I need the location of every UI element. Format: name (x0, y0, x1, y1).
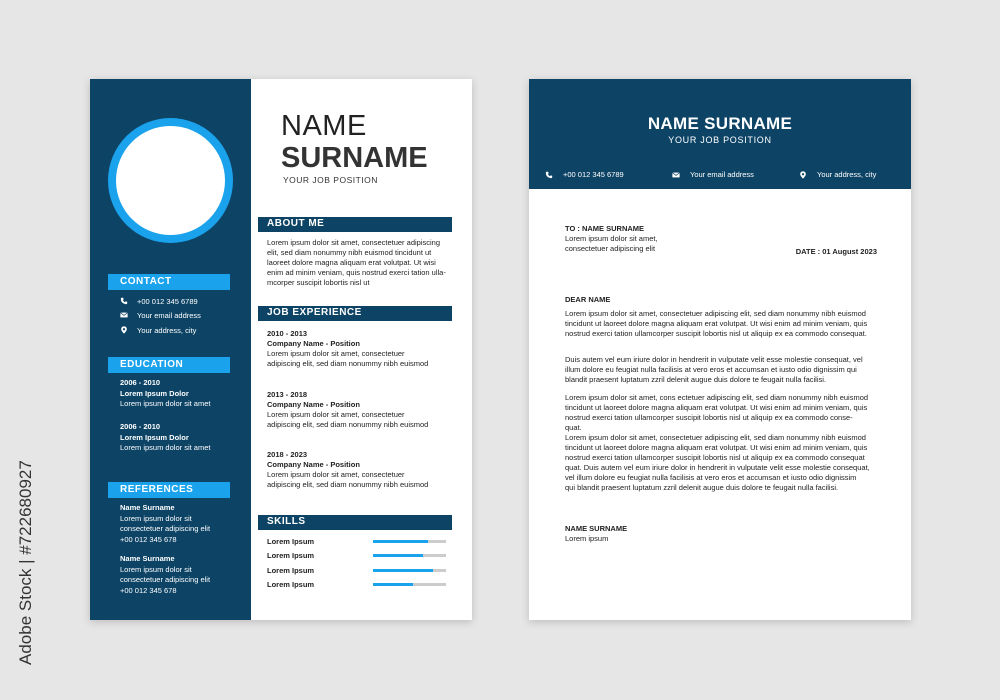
skill-bar-track (373, 583, 446, 586)
skill-item: Lorem Ipsum (267, 551, 447, 561)
skill-item: Lorem Ipsum (267, 537, 447, 547)
cover-letter-page (529, 79, 911, 620)
letter-date: DATE : 01 August 2023 (795, 247, 877, 256)
resume-job-position: YOUR JOB POSITION (283, 175, 378, 185)
location-icon (120, 326, 128, 334)
email-icon (672, 171, 680, 179)
experience-item: 2010 - 2013 Company Name - Position Lorem ipsum dolor sit amet, consectetuer adipiscing elit, sed diam nonummy nibh euismod (267, 329, 429, 368)
skill-bar-track (373, 554, 446, 557)
email-icon (120, 311, 128, 319)
location-icon (799, 171, 807, 179)
contact-phone: +00 012 345 6789 (120, 295, 198, 307)
skills-heading: SKILLS (258, 515, 452, 530)
education-item: 2006 - 2010 Lorem Ipsum Dolor Lorem ipsum dolor sit amet (120, 378, 211, 408)
skill-bar-fill (373, 540, 428, 543)
letter-header-position: YOUR JOB POSITION (668, 135, 772, 145)
experience-item: 2013 - 2018 Company Name - Position Lorem ipsum dolor sit amet, consectetuer adipiscing elit, sed diam nonummy nibh euismod (267, 390, 429, 429)
skill-bar-track (373, 569, 446, 572)
resume-surname: SURNAME (281, 142, 428, 174)
contact-address: Your address, city (120, 324, 196, 336)
letter-recipient: TO : NAME SURNAME Lorem ipsum dolor sit amet, consectetuer adipiscing elit (565, 224, 658, 253)
letter-address: Your address, city (799, 170, 876, 179)
letter-paragraph: Lorem ipsum dolor sit amet, cons ectetuer adipiscing elit, sed diam nonummy nibh euismod tincidunt ut laoreet dolore magna aliquam erat volutpat. Ut wisi enim ad minim veniam, quis nostrud exerci tation ullamcorper suscipit lobortis nisl ut aliquip ex ea commodo conse- quat. Lorem ipsum dolor sit amet, consectetuer adipiscing elit, sed diam nonummy nibh euismod tincidunt ut laoreet dolore magna aliquam erat volutpat. Ut wisi enim ad minim veniam, quis nostrud exerci tation ullamcorper suscipit lobortis nisl ut aliquip ex ea commodo consequat quat. Duis autem vel eum iriure dolor in hendrerit in vulputate velit esse molestie consequat, vel illum dolore eu feugiat nulla facilisis at vero eros et accumsan et iusto odio dignissim qui blandit praesent luptatum zzril delenit augue duis dolore te feugait nulla facilisi. (565, 393, 870, 492)
letter-salutation: DEAR NAME (565, 295, 611, 304)
phone-icon (545, 171, 553, 179)
letter-paragraph: Lorem ipsum dolor sit amet, consectetuer adipiscing elit, sed diam nonummy nibh euismod tincidunt ut laoreet dolore magna aliquam erat volutpat. Ut wisi enim ad minim veniam, quis nostrud exerci tation ullamcorper suscipit lobortis nisl ut aliquip ex ea commodo consequat. (565, 309, 868, 338)
letter-phone: +00 012 345 6789 (545, 170, 624, 179)
contact-heading: CONTACT (108, 274, 230, 290)
references-heading: REFERENCES (108, 482, 230, 498)
experience-heading: JOB EXPERIENCE (258, 306, 452, 321)
contact-email: Your email address (120, 309, 201, 321)
education-heading: EDUCATION (108, 357, 230, 373)
about-heading: ABOUT ME (258, 217, 452, 232)
resume-first-name: NAME (281, 110, 367, 142)
phone-icon (120, 297, 128, 305)
profile-photo-frame (108, 118, 233, 243)
skill-bar-fill (373, 569, 433, 572)
resume-sidebar (90, 79, 251, 620)
skill-bar-fill (373, 583, 413, 586)
resume-page (90, 79, 472, 620)
education-item: 2006 - 2010 Lorem Ipsum Dolor Lorem ipsum dolor sit amet (120, 422, 211, 452)
skill-bar-track (373, 540, 446, 543)
about-text: Lorem ipsum dolor sit amet, consectetuer adipiscing elit, sed diam nonummy nibh euismod tincidunt ut laoreet dolore magna aliquam erat volutpat. Ut wisi enim ad minim veniam, quis nostrud exerci tation ulla- mcorper suscipit lobortis nisl ut (267, 238, 446, 287)
skill-item: Lorem Ipsum (267, 566, 447, 576)
letter-header (529, 79, 911, 189)
letter-header-name: NAME SURNAME (647, 114, 793, 133)
letter-email: Your email address (672, 170, 754, 179)
skill-item: Lorem Ipsum (267, 580, 447, 590)
reference-item: Name Surname Lorem ipsum dolor sit consectetuer adipiscing elit +00 012 345 678 (120, 554, 211, 595)
skill-bar-fill (373, 554, 423, 557)
profile-photo-placeholder (116, 126, 225, 235)
letter-paragraph: Duis autem vel eum iriure dolor in hendrerit in vulputate velit esse molestie consequat, vel illum dolore eu feugiat nulla facilisis at vero eros et accumsan et iusto odio dignissim qui blandit praesent luptatum zzril delenit augue duis dolore te feugait nulla facilisi. (565, 355, 863, 384)
experience-item: 2018 - 2023 Company Name - Position Lorem ipsum dolor sit amet, consectetuer adipiscing elit, sed diam nonummy nibh euismod (267, 450, 429, 489)
letter-signature: NAME SURNAME Lorem ipsum (565, 524, 628, 543)
reference-item: Name Surname Lorem ipsum dolor sit consectetuer adipiscing elit +00 012 345 678 (120, 503, 211, 544)
